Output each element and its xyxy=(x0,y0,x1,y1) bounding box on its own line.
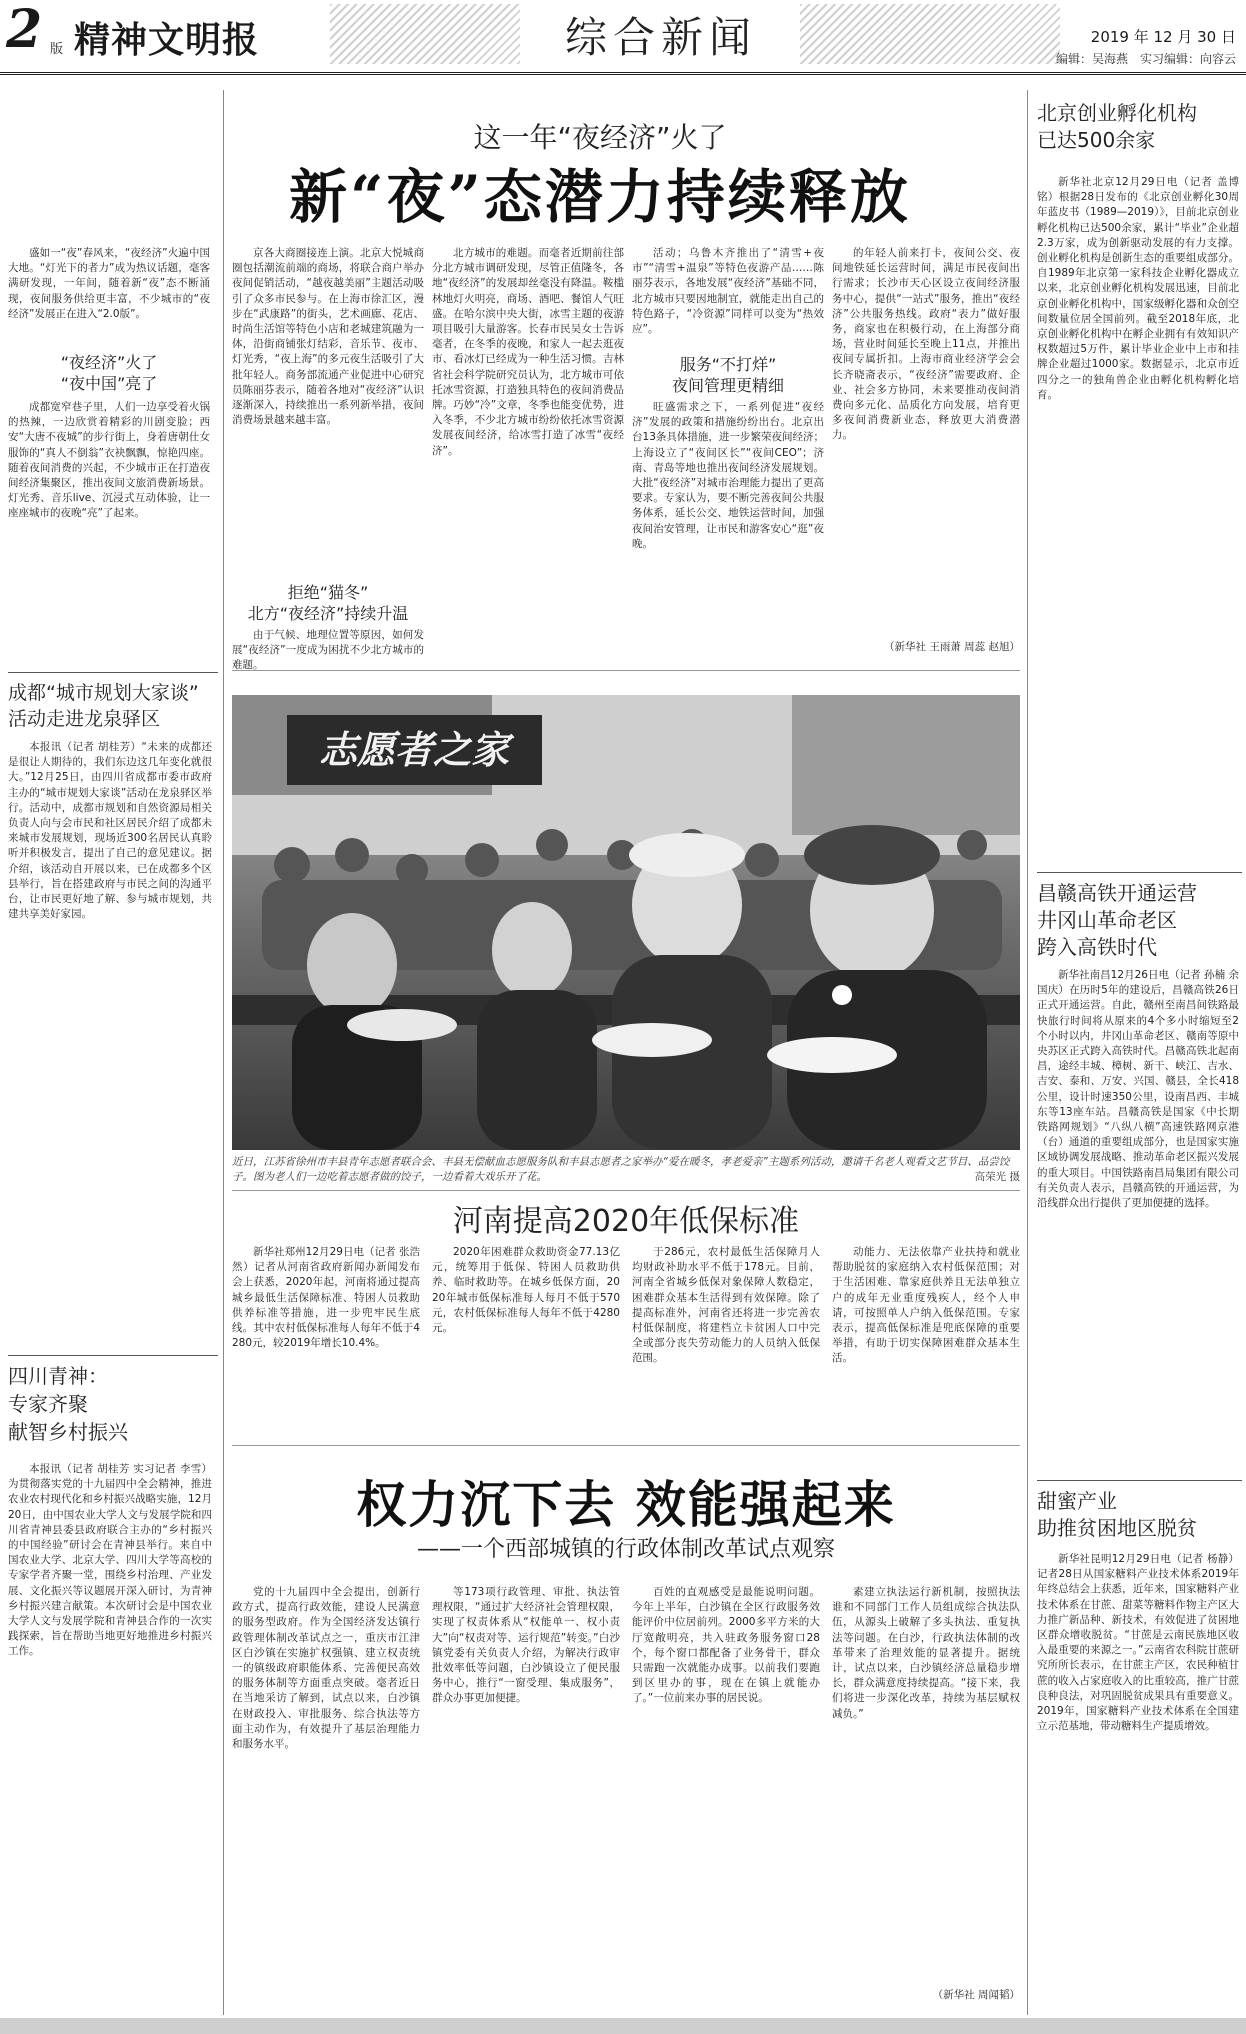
issue-date: 2019 年 12 月 30 日 xyxy=(1090,28,1236,46)
left-rule-2 xyxy=(8,1355,218,1356)
masthead xyxy=(0,0,1246,72)
right-story1-body: 新华社北京12月29日电（记者 盖博铭）根据28日发布的《北京创业孵化30周年蓝皮书（1989—2019）》，目前北京创业孵化机构已达500余家，累计“毕业”企业超2.3万家，成为创新驱动发展的有力支撑。创业孵化机构是创新生态的重要组成部分。自1989年北京第一家科技企业孵化器成立以来，北京创业孵化机构发展迅速，目前北京创业孵化机构中，国家级孵化器和众创空间数量位居全国前列。截至2018年底，北京创业孵化机构中在孵企业拥有有效知识产权数超过5万件，累计毕业企业中上市和挂牌企业超过1000家。数据显示，北京市近四分之一的独角兽企业由孵化机构孵化培育。 xyxy=(1037,176,1239,401)
henan-col1: 新华社郑州12月29日电（记者 张浩然）记者从河南省政府新闻办新闻发布会上获悉，2020年起，河南将通过提高城乡最低生活保障标准、特困人员救助供养标准等措施，进一步兜牢民生底线。其中农村低保标准每人每年不低于4280元，较2019年增长10.4%。 xyxy=(232,1246,420,1350)
right-rule-2 xyxy=(1037,1480,1242,1481)
left-story2-body: 本报讯（记者 胡桂芳 实习记者 李雪）为贯彻落实党的十九届四中全会精神，推进农业农村现代化和乡村振兴战略实施，12月20日，由中国农业大学人文与发展学院和四川省青神县委县政府联合主办的“乡村振兴的中国经验”研讨会在青神县举行。来自中国农业大学、北京大学、四川大学等高校的专家学者齐聚一堂，围绕乡村治理、产业发展、文化振兴等议题展开深入研讨，为青神乡村振兴建言献策。本次研讨会是中国农业大学人文与发展学院和青神县合作的一次实践探索，旨在帮助当地更好地推进乡村振兴工作。 xyxy=(8,1463,212,1658)
lead-col4: 活动；乌鲁木齐推出了“清雪+夜市”“清雪+温泉”等特色夜游产品……陈丽芬表示，各地发展“夜经济”基础不同，北方城市只要因地制宜，就能走出自己的特色路子，“冷资源”同样可以变为“热效应”。 xyxy=(632,247,824,336)
henan-col3: 于286元，农村最低生活保障月人均财政补助水平不低于178元。目前，河南全省城乡低保对象保障人数稳定，困难群众基本生活得到有效保障。除了提高标准外，河南省还将进一步完善农村低保制度，将建档立卡贫困人口中完全或部分丧失劳动能力的人员纳入低保范围。 xyxy=(632,1246,820,1365)
decorative-hatch-right xyxy=(800,4,1060,64)
reform-col4: 素建立执法运行新机制，按照执法谁和不同部门工作人员组成综合执法队伍，从源头上破解了多头执法、重复执法等问题。在白沙，行政执法体制的改革带来了治理效能的显著提升。据统计，试点以来，白沙镇经济总量稳步增长，群众满意度持续提高。“接下来，我们将进一步深化改革，持续为基层赋权减负。” xyxy=(832,1586,1020,1720)
reform-subheadline: ——一个西部城镇的行政体制改革试点观察 xyxy=(416,1537,835,1562)
lead-col1: 盛如一“夜”春风来，“夜经济”火遍中国大地。“灯光下的者力”成为热议话题，毫客满研发现，一年间，随着新“夜”态不断涌现，夜间服务供给更丰富，不少城市的“夜经济”发展正在进入“2.0版”。 xyxy=(8,247,210,320)
sign-text: 志愿者之家 xyxy=(318,727,510,772)
reform-col1: 党的十九届四中全会提出，创新行政方式，提高行政效能，建设人民满意的服务型政府。作为全国经济发达镇行政管理体制改革试点之一，重庆市江津区白沙镇在实施扩权强镇、建立权责统一的镇级政府职能体系、完善便民高效的服务体制等方面重点突破。毫者近日在当地采访了解到，试点以来，白沙镇在财政投入、审批服务、综合执法等方面主动作为，有效提升了基层治理能力和服务水平。 xyxy=(232,1586,420,1751)
page-suffix: 版 xyxy=(50,42,64,57)
left-story1-body: 本报讯（记者 胡桂芳）“未来的成都还是很让人期待的，我们东边这几年变化就很大。”12月25日，由四川省成都市委市政府主办的“城市规划大家谈”活动在龙泉驿区举行。活动中，成都市规划和自然资源局相关负责人向与会市民和社区居民介绍了成都未来城市发展规划，现场近300名居民认真聆听并积极发言，提出了自己的意见建议。据介绍，该活动自开展以来，已在成都多个区县举行，旨在搭建政府与市民之间的沟通平台，让市民更好地了解、参与城市规划，共建共享美好家园。 xyxy=(8,741,212,921)
left-rule-1 xyxy=(8,672,218,673)
right-story3-body: 新华社昆明12月29日电（记者 杨静）记者28日从国家糖料产业技术体系2019年年终总结会上获悉，近年来，国家糖料产业技术体系在甘蔗、甜菜等糖料作物主产区大力推广新品种、新技术，有效促进了贫困地区群众增收脱贫。“甘蔗是云南民族地区收入最重要的来源之一。”云南省农科院甘蔗研究所所长表示，在甘蔗主产区，农民种植甘蔗的收入占家庭收入的比重较高，推广甘蔗良种良法，对巩固脱贫成果具有重要意义。2019年，国家糖料产业技术体系在全国建立示范基地，带动糖料生产提质增效。 xyxy=(1037,1553,1239,1733)
right-story1-title: 北京创业孵化机构 已达500余家 xyxy=(1037,101,1197,152)
caption-text: 近日，江苏省徐州市丰县青年志愿者联合会、丰县无偿献血志愿服务队和丰县志愿者之家举办“爱在暖冬，孝老爱亲”主题系列活动，邀请千名老人观看文艺节目、品尝饺子。图为老人们一边吃着志愿者做的饺子，一边看着大戏乐开了花。 xyxy=(232,1156,1010,1183)
reform-col2: 等173项行政管理、审批、执法管理权限，“通过扩大经济社会管理权限，实现了权责体系从“权能单一、权小责大”向“权责对等、运行规范”转变。”白沙镇党委有关负责人介绍，为解决行政审批效率低等问题，白沙镇设立了便民服务中心，推行“一窗受理、集成服务”，群众办事更加便捷。 xyxy=(432,1586,620,1705)
column-divider-left xyxy=(223,90,224,2015)
section-title: 综合新闻 xyxy=(522,2,800,68)
reform-byline: （新华社 周闻韬） xyxy=(932,1989,1020,2001)
right-story2-body: 新华社南昌12月26日电（记者 孙楠 余国庆）在历时5年的建设后，昌赣高铁26日正式开通运营。自此，赣州至南昌间铁路最快旅行时间将从原来的4个多小时缩短至2个小时以内，井冈山革命老区、赣南等原中央苏区正式跨入高铁时代。昌赣高铁北起南昌，途经丰城、樟树、新干、峡江、吉水、吉安、泰和、万安、兴国、赣县，全长418公里，设计时速350公里，设南昌西、丰城东等13座车站。昌赣高铁是国家《中长期铁路网规划》“八纵八横”高速铁路网京港（台）通道的重要组成部分，也是国家实施区域协调发展战略、推动革命老区振兴发展的重大项目。中国铁路南昌局集团有限公司有关负责人表示，昌赣高铁的开通运营，为沿线群众出行提供了更加便捷的选择。 xyxy=(1037,969,1239,1210)
reform-col3: 百姓的直观感受是最能说明问题。今年上半年，白沙镇在全区行政服务效能评价中位居前列。2000多平方米的大厅宽敞明亮，共入驻政务服务窗口28个，每个窗口都配备了业务骨干，群众只需跑一次就能办成事。以前我们要跑到区里办的事，现在在镇上就能办了。”一位前来办事的居民说。 xyxy=(632,1586,820,1705)
photo-caption xyxy=(232,1155,1020,1185)
henan-col2: 2020年困难群众救助资金77.13亿元，统筹用于低保、特困人员救助供养、临时救助等。在城乡低保方面，2020年城市低保标准每人每月不低于570元，农村低保标准每人每年不低于4280元。 xyxy=(432,1246,620,1335)
photo-credit: 高荣光 摄 xyxy=(974,1171,1020,1183)
lead-headline: 新“夜”态潜力持续释放 xyxy=(289,163,911,231)
lead-col4b: 旺盛需求之下，一系列促进“夜经济”发展的政策和措施纷纷出台。北京出台13条具体措施，进一步繁荣夜间经济；上海设立了“夜间区长”“夜间CEO”；济南、青岛等地也推出夜间经济发展规划。大批“夜经济”对城市治理能力提出了更高要求。专家认为，要不断完善夜间公共服务体系，延长公交、地铁运营时间，加强夜间治安管理，让市民和游客安心“逛”夜晚。 xyxy=(632,401,824,550)
lead-col5: 的年轻人前来打卡，夜间公交、夜间地铁延长运营时间，满足市民夜间出行需求；长沙市天心区设立夜间经济服务中心，提供“一站式”服务，推出“夜经济”公共服务热线。政府“表力”做好服务，商家也在积极行动，在上海部分商场，营业时间延长至晚上11点，并推出夜间专属折扣。上海市商业经济学会会长齐晓斋表示，“夜经济”需要政府、企业、社会多方协同，未来要推动夜间消费向多元化、品质化方向发展，培育更多夜间消费新业态，释放更大消费潜力。 xyxy=(832,247,1020,442)
editors-credit: 编辑：吴海燕 实习编辑：向容云 xyxy=(1055,52,1236,66)
left-story2-title: 四川青神： 专家齐聚 献智乡村振兴 xyxy=(8,1364,128,1444)
column-divider-right xyxy=(1027,90,1028,2015)
right-story2-title: 昌赣高铁开通运营 井冈山革命老区 跨入高铁时代 xyxy=(1037,881,1197,959)
lead-kicker: 这一年“夜经济”火了 xyxy=(473,121,727,154)
lead-subhead-2: 拒绝“猫冬” 北方“夜经济”持续升温 xyxy=(247,583,409,623)
lead-bottom-rule xyxy=(232,670,1020,671)
reform-top-rule xyxy=(232,1445,1020,1446)
page-number: 2 xyxy=(6,0,43,60)
masthead-rule xyxy=(0,72,1246,75)
reform-headline: 权力沉下去 效能强起来 xyxy=(356,1475,896,1534)
henan-headline: 河南提高2020年低保标准 xyxy=(452,1204,800,1239)
decorative-hatch-left xyxy=(330,4,520,64)
lead-col2: 京各大商圈接连上演。北京大悦城商圈包括潮流前端的商场，将联合商户举办夜间促销活动，“越夜越美丽”主题活动吸引了众多市民参与。在上海市徐汇区，漫步在“武康路”的街头，艺术画廊、花店、时尚生活馆等特色小店和老城建筑融为一体，沿街商铺张灯结彩，音乐节、夜市、灯光秀，“夜上海”的多元夜生活吸引了大批年轻人。商务部流通产业促进中心研究员陈丽芬表示，随着各地对“夜经济”认识逐渐深入，持续推出一系列新举措，夜间消费场景越来越丰富。 xyxy=(232,247,424,427)
left-story1-title: 成都“城市规划大家谈” 活动走进龙泉驿区 xyxy=(8,682,199,730)
photo-illustration xyxy=(232,695,1020,1150)
right-story3-title: 甜蜜产业 助推贫困地区脱贫 xyxy=(1037,1489,1197,1540)
right-rule-1 xyxy=(1037,872,1242,873)
henan-top-rule xyxy=(232,1190,1020,1191)
lead-subhead-3: 服务“不打烊” 夜间管理更精细 xyxy=(671,355,784,395)
lead-subhead-1: “夜经济”火了 “夜中国”亮了 xyxy=(60,353,158,393)
henan-col4: 动能力、无法依靠产业扶持和就业帮助脱贫的家庭纳入农村低保范围；对于生活困难、靠家庭供养且无法单独立户的成年无业重度残疾人，经个人申请，可按照单人户纳入低保范围。专家表示，提高低保标准是兜底保障的重要举措，有助于切实保障困难群众基本生活。 xyxy=(832,1246,1020,1365)
lead-col3: 北方城市的难题。而毫者近期前往部分北方城市调研发现，尽管正值隆冬，各地“夜经济”的发展却丝毫没有降温。鞍槛林地灯火明亮，商场、酒吧、餐馆人气旺盛。在哈尔滨中央大街，冰雪主题的夜游项目吸引大量游客。长春市民吴女士告诉毫者，在冬季的夜晚，和家人一起去逛夜市、看冰灯已经成为一种生活习惯。吉林省社会科学院研究员认为，北方城市可依托冰雪资源，打造独具特色的夜间消费品牌。巧妙“冷”文章，冬季也能变优势，进入冬季，不少北方城市纷纷依托冰雪资源发展夜间经济，给冰雪打造了冰雪“夜经济”。 xyxy=(432,247,624,457)
news-photo xyxy=(232,695,1020,1150)
lead-col2b: 由于气候、地理位置等原因，如何发展“夜经济”一度成为困扰不少北方城市的难题。 xyxy=(232,629,424,672)
lead-col1b: 成都宽窄巷子里，人们一边享受着火锅的热辣，一边欣赏着精彩的川剧变脸；西安“大唐不夜城”的步行街上，身着唐朝仕女服饰的“真人不倒翁”衣袂飘飘，惊艳四座。随着夜间消费的兴起，不少城市正在打造夜间经济集聚区，推出夜间文旅消费新场景。灯光秀、音乐live、沉浸式互动体验，让一座座城市的夜晚“亮”了起来。 xyxy=(8,401,210,520)
page-footer-bar xyxy=(0,2018,1246,2034)
lead-byline: （新华社 王雨萧 周蕊 赵旭） xyxy=(883,641,1020,653)
newspaper-name: 精神文明报 xyxy=(74,19,260,61)
